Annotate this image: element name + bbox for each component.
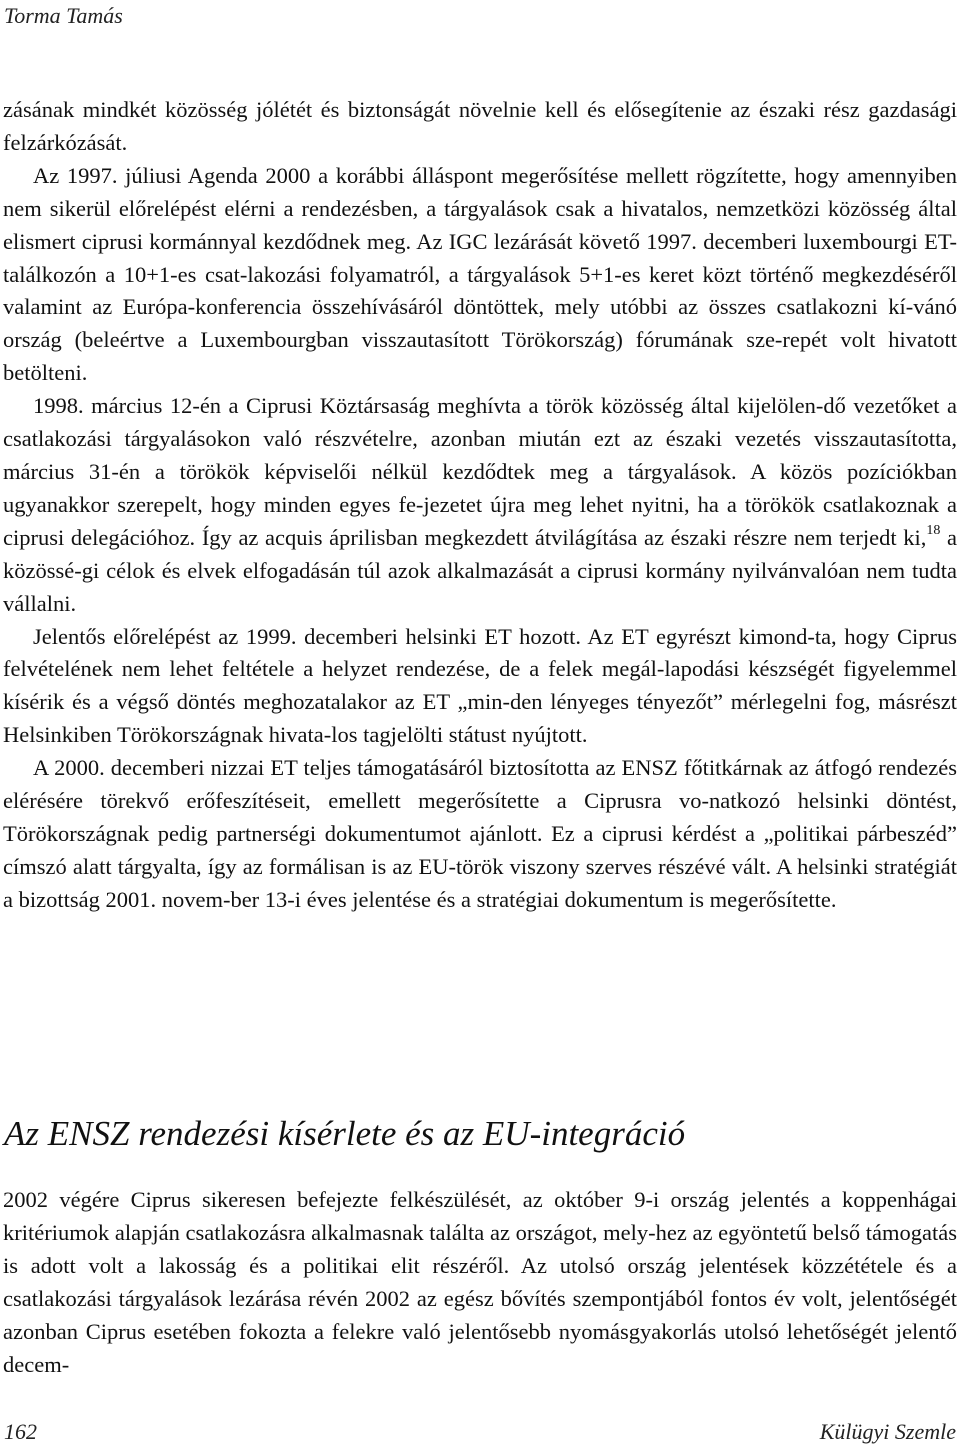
- paragraph-3-text-after: a közössé-gi célok és elvek elfogadásán túl azok alkalmazását a ciprusi kormány nyilvánvalóan nem tudta vállalni.: [3, 524, 957, 616]
- journal-title: Külügyi Szemle: [819, 1419, 956, 1444]
- paragraph-2: Az 1997. júliusi Agenda 2000 a korábbi álláspont megerősítése mellett rögzítette, hogy amennyiben nem sikerül előrelépést elérni a rendezésben, a tárgyalások csak a hivatalos, nemzetközi közösség által elismert ciprusi kormánnyal kezdődnek meg. Az IGC lezárását követő 1997. decemberi luxembourgi ET-találkozón a 10+1-es csat-lakozási folyamatról, a tárgyalások 5+1-es keret közt történő megkezdéséről valamint az Európa-konferencia összehívásáról döntöttek, mely utóbbi az összes csatlakozni kí-vánó ország (beleértve a Luxembourgban visszautasított Törökország) fórumának sze-repét volt hivatott betölteni.: [3, 162, 957, 386]
- footnote-marker[interactable]: 18: [926, 523, 941, 539]
- running-head-author: Torma Tamás: [4, 3, 123, 28]
- section-paragraph: 2002 végére Ciprus sikeresen befejezte felkészülését, az október 9-i ország jelentés a koppenhágai kritériumok alapján csatlakozásra alkalmasnak találta az országot, mely-hez az egyöntetű belső támogatás is adott volt a lakosság és a politikai elit részéről. Az utolsó ország jelentések közzététele és a csatlakozási tárgyalások lezárása révén 2002 az egész bővítés szempontjából fontos év volt, jelentőségét azonban Ciprus esetében fokozta a felekre való jelentősebb nyomásgyakorlás utolsó lehetőségét jelentő decem-: [3, 1187, 957, 1377]
- section-body: [3, 1184, 957, 1381]
- paragraph-3-text: 1998. március 12-én a Ciprusi Köztársaság meghívta a török közösség által kijelölen-dő vezetőket a csatlakozási tárgyalásokon való részvételre, azonban miután ezt az északi vezetés visszautasította, március 31-én a törökök képviselői nélkül kezdődtek meg a tárgyalások. A közös pozíciókban ugyanakkor szerepelt, hogy minden egyes fe-jezetet újra meg lehet nyitni, ha a törökök csatlakoznak a ciprusi delegációhoz. Így az acquis áprilisban megkezdett átvilágítása az északi részre nem terjedt ki,: [3, 393, 957, 550]
- article-body: [3, 94, 957, 917]
- page-number: 162: [4, 1419, 37, 1444]
- paragraph-5: A 2000. decemberi nizzai ET teljes támogatásáról biztosította az ENSZ főtitkárnak az átfogó rendezés elérésére törekvő erőfeszítéseit, emellett megerősítette a Ciprusra vo-natkozó helsinki döntést, Törökországnak pedig partnerségi dokumentumot ajánlott. Ez a ciprusi kérdést a „politikai párbeszéd” címszó alatt tárgyalta, így az formálisan is az EU-török viszony szerves részévé vált. A helsinki stratégiát a bizottság 2001. novem-ber 13-i éves jelentése és a stratégiai dokumentum is megerősítette.: [3, 755, 957, 912]
- section-heading: Az ENSZ rendezési kísérlete és az EU-integráció: [4, 1114, 686, 1153]
- paragraph-3: [3, 390, 957, 620]
- paragraph-1: zásának mindkét közösség jólétét és biztonságát növelnie kell és elősegítenie az északi rész gazdasági felzárkózását.: [3, 97, 957, 155]
- paragraph-4: Jelentős előrelépést az 1999. decemberi helsinki ET hozott. Az ET egyrészt kimond-ta, hogy Ciprus felvételének nem lehet feltétele a helyzet rendezése, de a felek megál-lapodási készségét figyelemmel kísérik és a végső döntés meghozatalakor az ET „min-den lényeges tényezőt” mérlegelni fog, másrészt Helsinkiben Törökországnak hivata-los tagjelölti státust nyújtott.: [3, 623, 957, 748]
